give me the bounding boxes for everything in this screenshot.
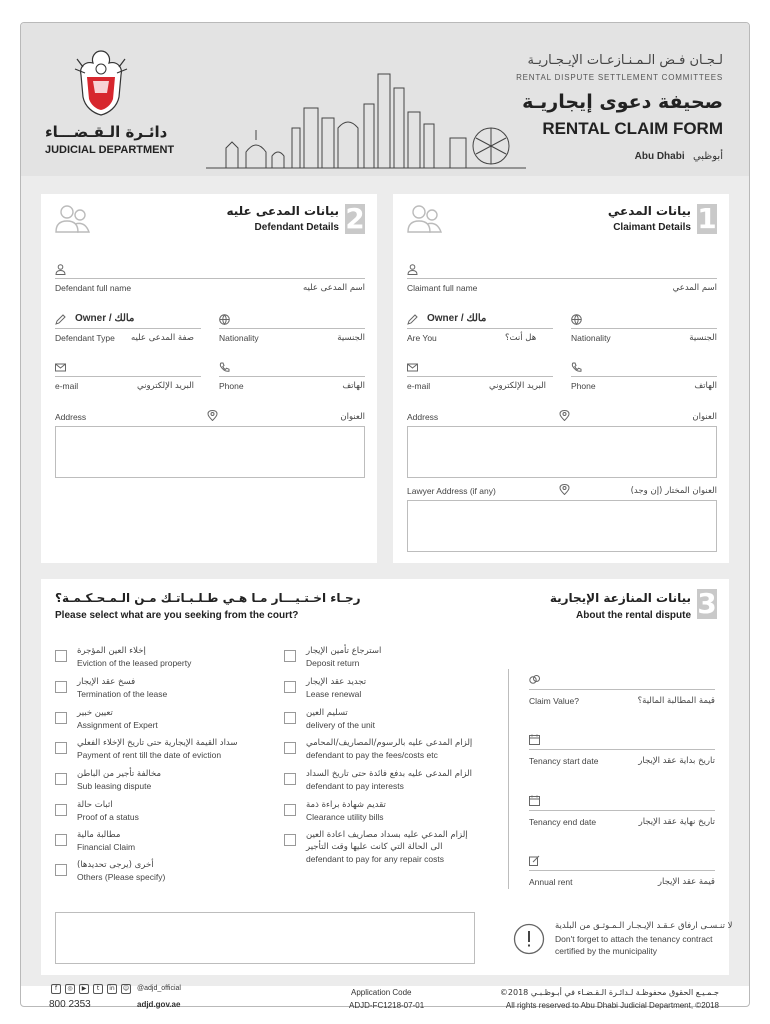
option-en: Clearance utility bills — [306, 812, 384, 822]
lawyer-address-label-ar: العنوان المختار (إن وجد) — [630, 486, 717, 496]
option-ar: تقديم شهادة براءة ذمة — [306, 800, 386, 810]
option-ar: أخرى (يرجى تحديدها) — [77, 860, 154, 870]
claimant-phone-label-ar: الهاتف — [694, 381, 717, 391]
defendant-address-label-en: Address — [55, 412, 87, 422]
envelope-icon — [407, 362, 418, 373]
claimant-phone-line — [571, 376, 717, 377]
option-ar: فسخ عقد الإيجار — [77, 677, 136, 687]
notice-en-line1: Don't forget to attach the tenancy contract — [555, 934, 713, 944]
abu-dhabi-emblem-logo — [73, 47, 129, 119]
defendant-email-label-en: e-mail — [55, 381, 79, 391]
option-ar: سداد القيمة الإيجارية حتى تاريخ الإخلاء الفعلي — [77, 738, 238, 748]
option-ar: إخلاء العين المؤجرة — [77, 646, 146, 656]
checkbox-interests[interactable] — [284, 773, 296, 785]
defendant-type-line — [55, 328, 201, 329]
option-en: defendant to pay for any repair costs — [306, 854, 444, 864]
rental-dispute-card — [41, 579, 733, 975]
claimant-email-line — [407, 376, 553, 377]
option-en: Sub leasing dispute — [77, 781, 152, 791]
option-ar: تعيين خبير — [77, 708, 113, 718]
phone-icon — [571, 362, 582, 373]
claim-value-label-en: Claim Value? — [529, 696, 579, 706]
department-name-en: JUDICIAL DEPARTMENT — [45, 144, 175, 156]
claimant-nationality-label-ar: الجنسية — [689, 333, 717, 343]
section-number-3: 3 — [697, 587, 717, 620]
committee-name-ar: لـجـان فـض الـمـنـازعـات الإيـجـاريـة — [527, 53, 723, 68]
section-number-2: 2 — [345, 202, 365, 235]
envelope-icon — [55, 362, 66, 373]
globe-icon — [571, 314, 582, 325]
tenancy-end-line — [529, 810, 715, 811]
question-en: Please select what are you seeking from the court? — [55, 610, 299, 621]
claimant-phone-label-en: Phone — [571, 381, 596, 391]
others-specify-input[interactable] — [55, 912, 475, 964]
claimant-name-line — [407, 278, 717, 279]
option-en: Assignment of Expert — [77, 720, 158, 730]
option-ar: إلزام المدعي عليه بسداد مصاريف اعادة العين — [306, 830, 468, 840]
checkbox-expert[interactable] — [55, 712, 67, 724]
person-icon — [407, 264, 418, 275]
checkbox-lease-renewal[interactable] — [284, 681, 296, 693]
defendant-type-value[interactable]: Owner / مالك — [75, 313, 135, 324]
tenancy-end-label-en: Tenancy end date — [529, 817, 597, 827]
option-en: defendant to pay interests — [306, 781, 404, 791]
checkbox-rent-payment[interactable] — [55, 742, 67, 754]
claimant-title-ar: بيانات المدعي — [607, 204, 691, 218]
pencil-icon — [55, 314, 66, 325]
person-icon — [55, 264, 66, 275]
claimant-email-label-ar: البريد الإلكتروني — [489, 381, 547, 391]
claimant-details-card — [393, 194, 729, 563]
city-en: Abu Dhabi — [634, 151, 685, 162]
city-label — [635, 151, 723, 162]
section-number-1: 1 — [697, 202, 717, 235]
claimant-address-input[interactable] — [407, 426, 717, 478]
claimant-address-label-ar: العنوان — [692, 412, 717, 422]
claimant-title-en: Claimant Details — [613, 222, 691, 233]
option-en: Payment of rent till the date of eviction — [77, 750, 222, 760]
snapchat-icon[interactable]: ☺ — [122, 985, 130, 992]
checkbox-termination[interactable] — [55, 681, 67, 693]
lawyer-address-input[interactable] — [407, 500, 717, 552]
tenancy-end-label-ar: تاريخ نهاية عقد الإيجار — [638, 817, 715, 827]
website-link[interactable]: adjd.gov.ae — [137, 1000, 181, 1009]
youtube-icon[interactable]: ▶ — [79, 984, 89, 994]
phone-number: 800 2353 — [49, 999, 91, 1010]
checkbox-proof-status[interactable] — [55, 804, 67, 816]
tenancy-start-line — [529, 749, 715, 750]
defendant-type-label-en: Defendant Type — [55, 333, 115, 343]
department-name-ar: دائـرة الـقـضـــاء — [45, 123, 168, 141]
defendant-type-label-ar: صفة المدعى عليه — [131, 333, 194, 343]
dispute-title-ar: بيانات المنازعة الإيجارية — [549, 591, 691, 605]
warning-icon — [513, 923, 545, 955]
claimant-nationality-label-en: Nationality — [571, 333, 611, 343]
rights-ar: ©2018 جـمـيـع الحقوق محفوظـة لـدائـرة الـقـضـاء في أبـوظـبـي — [499, 988, 719, 997]
tenancy-start-label-en: Tenancy start date — [529, 756, 599, 766]
social-handle: @adjd_official — [137, 985, 181, 992]
column-divider — [508, 669, 509, 889]
defendant-details-card — [41, 194, 377, 563]
application-code: ADJD-FC1218-07-01 — [349, 1001, 425, 1010]
form-footer — [21, 985, 749, 1010]
money-icon — [529, 674, 540, 685]
globe-icon — [219, 314, 230, 325]
edit-icon — [529, 855, 540, 866]
defendant-email-label-ar: البريد الإلكتروني — [137, 381, 195, 391]
option-en: defendant to pay the fees/costs etc — [306, 750, 438, 760]
question-ar: رجـاء اخـتـيـــار مـا هـي طـلـبـاتـك مـن الـمـحـكـمـة؟ — [55, 591, 361, 605]
instagram-icon[interactable]: ◎ — [65, 984, 75, 994]
checkbox-repair-costs[interactable] — [284, 834, 296, 846]
checkbox-clearance[interactable] — [284, 804, 296, 816]
claimant-role-line — [407, 328, 553, 329]
option-en: delivery of the unit — [306, 720, 375, 730]
claimant-address-label-en: Address — [407, 412, 439, 422]
checkbox-financial-claim[interactable] — [55, 834, 67, 846]
location-pin-icon — [559, 484, 570, 495]
defendant-phone-label-ar: الهاتف — [342, 381, 365, 391]
option-ar: إلزام المدعى عليه بالرسوم/المصاريف/المحامي — [306, 738, 473, 748]
option-en: Eviction of the leased property — [77, 658, 192, 668]
application-code-label: Application Code — [351, 988, 412, 997]
claimant-role-label-ar: هل أنت؟ — [505, 333, 537, 343]
option-ar: اثبات حالة — [77, 800, 113, 810]
twitter-icon[interactable]: t — [93, 984, 103, 994]
annual-rent-label-en: Annual rent — [529, 877, 573, 887]
defendant-name-label-en: Defendant full name — [55, 283, 132, 293]
option-en: Financial Claim — [77, 842, 136, 852]
abu-dhabi-skyline-illustration — [206, 68, 526, 176]
dispute-title-en: About the rental dispute — [576, 610, 691, 621]
form-header — [21, 23, 749, 176]
checkbox-sub-leasing[interactable] — [55, 773, 67, 785]
defendant-title-en: Defendant Details — [254, 222, 339, 233]
claimant-email-label-en: e-mail — [407, 381, 431, 391]
defendant-nationality-label-ar: الجنسية — [337, 333, 365, 343]
facebook-icon[interactable]: f — [51, 984, 61, 994]
claimant-role-label-en: Are You — [407, 333, 437, 343]
checkbox-fees[interactable] — [284, 742, 296, 754]
form-title-ar: صحيفة دعوى إيجاريـة — [522, 91, 723, 113]
option-ar: تجديد عقد الإيجار — [306, 677, 367, 687]
claim-form-page — [20, 22, 750, 1010]
defendant-title-ar: بيانات المدعى عليه — [226, 204, 339, 218]
pencil-icon — [407, 314, 418, 325]
checkbox-delivery[interactable] — [284, 712, 296, 724]
defendant-name-label-ar: اسم المدعى عليه — [302, 283, 365, 293]
city-ar: أبوظبي — [692, 151, 723, 162]
option-en: Others (Please specify) — [77, 872, 166, 882]
annual-rent-label-ar: قيمة عقد الإيجار — [657, 877, 715, 887]
checkbox-eviction[interactable] — [55, 650, 67, 662]
defendant-nationality-line — [219, 328, 365, 329]
defendant-name-line — [55, 278, 365, 279]
defendant-phone-line — [219, 376, 365, 377]
option-ar: مطالبة مالية — [77, 830, 121, 840]
claimant-nationality-line — [571, 328, 717, 329]
users-icon — [407, 204, 443, 234]
linkedin-icon[interactable]: in — [107, 984, 117, 994]
notice-en-line2: certified by the municipality — [555, 946, 658, 956]
option-ar: استرجاع تأمين الإيجار — [306, 646, 382, 656]
rights-en: All rights reserved to Abu Dhabi Judicial Department, ©2018 — [505, 1001, 719, 1010]
defendant-email-line — [55, 376, 201, 377]
defendant-nationality-label-en: Nationality — [219, 333, 259, 343]
claim-value-line — [529, 689, 715, 690]
tenancy-start-label-ar: تاريخ بداية عقد الإيجار — [638, 756, 715, 766]
calendar-icon — [529, 795, 540, 806]
annual-rent-line — [529, 870, 715, 871]
option-en: Termination of the lease — [77, 689, 168, 699]
defendant-address-label-ar: العنوان — [340, 412, 365, 422]
committee-name-en: RENTAL DISPUTE SETTLEMENT COMMITTEES — [516, 73, 723, 82]
phone-icon — [219, 362, 230, 373]
option-ar: الزام المدعى عليه بدفع فائدة حتى تاريخ السداد — [306, 769, 472, 779]
claimant-name-label-ar: اسم المدعي — [672, 283, 717, 293]
form-title-en: RENTAL CLAIM FORM — [542, 119, 723, 138]
option-ar: مخالفة تأجير من الباطن — [77, 769, 162, 779]
option-en: Lease renewal — [306, 689, 362, 699]
option-ar-line2: الى الحالة التي كانت عليها وقت التأجير — [306, 842, 443, 852]
defendant-address-input[interactable] — [55, 426, 365, 478]
users-icon — [55, 204, 91, 234]
location-pin-icon — [559, 410, 570, 421]
checkbox-deposit-return[interactable] — [284, 650, 296, 662]
location-pin-icon — [207, 410, 218, 421]
claimant-name-label-en: Claimant full name — [407, 283, 478, 293]
defendant-phone-label-en: Phone — [219, 381, 244, 391]
calendar-icon — [529, 734, 540, 745]
checkbox-others[interactable] — [55, 864, 67, 876]
option-en: Deposit return — [306, 658, 360, 668]
claimant-role-value[interactable]: Owner / مالك — [427, 313, 487, 324]
claim-value-label-ar: قيمة المطالبة المالية؟ — [637, 696, 715, 706]
lawyer-address-label-en: Lawyer Address (if any) — [407, 486, 496, 496]
option-ar: تسليم العين — [306, 708, 348, 718]
notice-ar: لا تنـسـى ارفاق عـقـد الإيـجـار الـمـوثـق من البلدية — [555, 921, 733, 931]
option-en: Proof of a status — [77, 812, 139, 822]
